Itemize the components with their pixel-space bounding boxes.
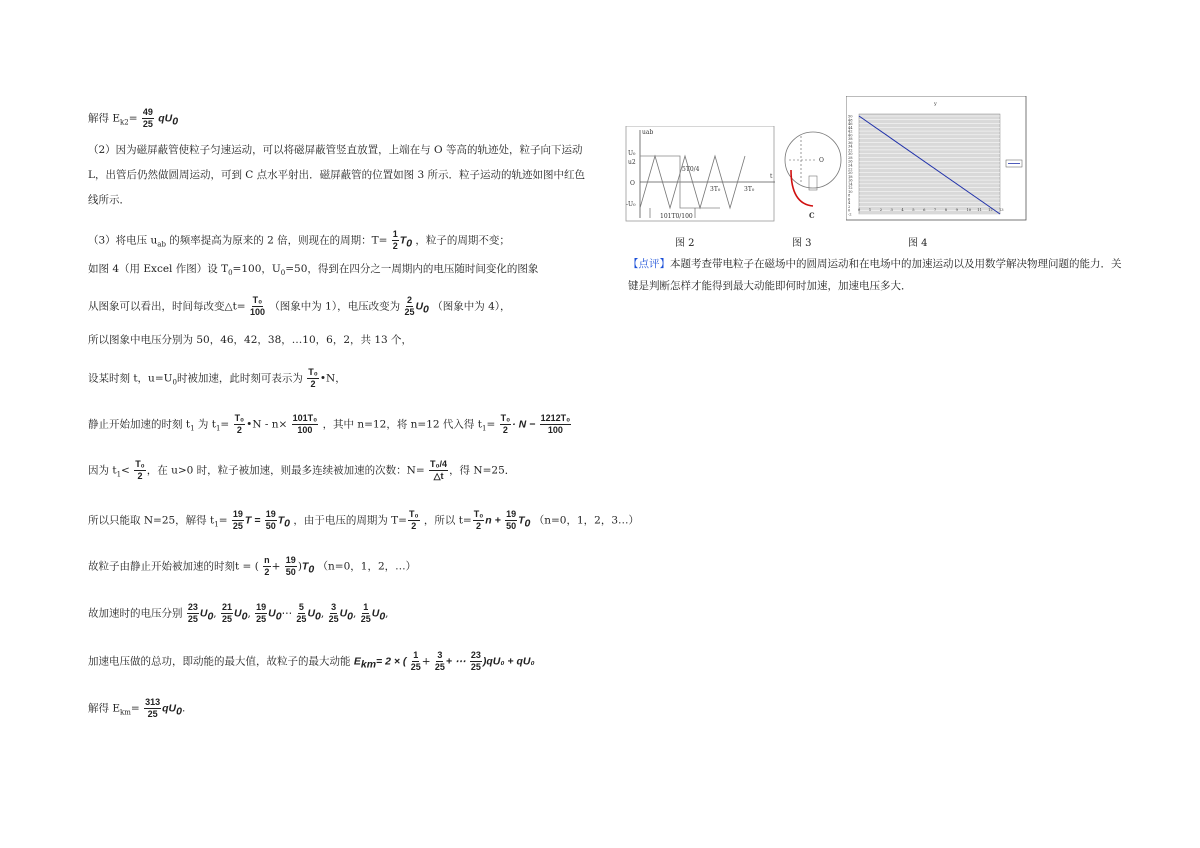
fig4-ytick: 16 bbox=[848, 178, 853, 183]
fig4-ytick: 36 bbox=[848, 140, 853, 145]
fig4-xtick: 2 bbox=[879, 208, 882, 212]
fig4-ytick: 30 bbox=[848, 152, 853, 157]
fig4-xtick: 12 bbox=[988, 208, 993, 212]
fig4-xtick: 5 bbox=[912, 208, 915, 212]
fig4-ytick: 0 bbox=[848, 208, 851, 213]
fig2-text: t bbox=[770, 173, 773, 180]
line-time-n: 设某时刻 t，$u=U_0$时被加速，此时刻可表示为 $\frac{\text{T₀}}{2}$ •N， bbox=[88, 367, 346, 389]
line-part3: （3）将电压 $u_{ab}$ 的频率提高为原来的 2 倍，则现在的周期：T= $\frac{1}{2}$ $T_0$ ，粒子的周期不变； bbox=[88, 229, 510, 251]
line-t1: 静止开始加速的时刻 $t_1$ 为 $t_1=$ $\frac{\text{T₀}}{2}$ •N - n× $\frac{\text{101T₀}}{100}$ ，其中 n=12，将 n=12 代入得 $t_1=$ $\frac{\text{T₀}}{2}$ · N − $\frac{\text{1212T₀}}{100}$ bbox=[88, 413, 571, 435]
fig4-ytick: 10 bbox=[848, 189, 853, 194]
fig4-ytick: 42 bbox=[848, 129, 853, 134]
figures-row bbox=[620, 96, 1040, 256]
fig4-ytick: 14 bbox=[848, 182, 853, 187]
review-note bbox=[628, 253, 1128, 297]
line-t-formula: 故粒子由静止开始被加速的时刻t = ( $\frac{n}{2}$ + $\frac{19}{50}$ )$T_0$ （n=0，1，2，…） bbox=[88, 555, 417, 577]
line-accel-voltages: 故加速时的电压分别 $\frac{23}{25}$ $U_0$, $\frac{21}{25}$ $U_0$, $\frac{19}{25}$ $U_0\cdots$ $\frac{5}{25}$ $U_0$, $\frac{3}{25}$ $U_0$, $\frac{1}{25}$ $U_0$, bbox=[88, 602, 389, 624]
line-excel: 如图 4（用 Excel 作图）设 $T_0=100$，$U_0=50$，得到在四分之一周期内的电压随时间变化的图象 bbox=[88, 263, 539, 278]
fig4-xtick: 13 bbox=[999, 208, 1004, 212]
fig2-text: U₀ bbox=[628, 150, 636, 157]
fig4-ytick: 8 bbox=[848, 193, 851, 198]
fig2-text: u2 bbox=[628, 159, 636, 166]
fig2-text: O bbox=[630, 180, 635, 187]
review-text: 本题考查带电粒子在磁场中的圆周运动和在电场中的加速运动以及用数学解决物理问题的能力．关键是判断怎样才能得到最大动能即何时加速，加速电压多大． bbox=[628, 258, 1122, 292]
figure-4-excel-chart bbox=[846, 96, 1028, 221]
fig4-xtick: 6 bbox=[923, 208, 926, 212]
svg-text:y: y bbox=[934, 101, 937, 107]
fig4-ytick: 4 bbox=[848, 201, 851, 206]
fig4-ytick: 24 bbox=[848, 163, 853, 168]
fig4-xtick: 9 bbox=[955, 208, 958, 212]
fig4-ytick: 22 bbox=[848, 167, 853, 172]
fig4-ytick: 18 bbox=[848, 174, 853, 179]
fig2-text: 5T0/4 bbox=[682, 166, 700, 173]
fig4-ytick: 44 bbox=[848, 125, 853, 130]
line-n25: 所以只能取 N=25，解得 $t_1=$ $\frac{19}{25}$ T = $\frac{19}{50}$ $T_0$ ，由于电压的周期为 T= $\frac{\text{T₀}}{2}$ ，所以 t= $\frac{\text{T₀}}{2}$ n + $\frac{19}{50}$ $T_0$ （n=0，1，2，3…） bbox=[88, 509, 640, 531]
fig4-xtick: 11 bbox=[977, 208, 982, 212]
figure-2-label: 图 2 bbox=[675, 238, 695, 249]
fig2-text: -U₀ bbox=[626, 201, 636, 208]
fig4-xtick: 8 bbox=[944, 208, 948, 212]
figure-2-waveform bbox=[620, 126, 780, 256]
fig4-xtick: 4 bbox=[901, 208, 904, 212]
review-tag: 【点评】 bbox=[628, 258, 670, 270]
line-delta-t: 从图象可以看出，时间每改变△t= $\frac{\text{T₀}}{100}$ （图象中为 1），电压改变为 $\frac{2}{25}$ $U_0$ （图象中为 4）， bbox=[88, 295, 511, 317]
fig2-text: 101T0/100 bbox=[660, 213, 693, 220]
fig4-ytick: 38 bbox=[848, 137, 853, 142]
fig4-xtick: 3 bbox=[890, 208, 893, 212]
fig4-ytick: 20 bbox=[848, 171, 853, 176]
fig3-text: C bbox=[809, 211, 815, 220]
fig4-xtick: 10 bbox=[966, 208, 972, 212]
fig4-ytick: 2 bbox=[848, 204, 851, 209]
fig4-ytick: 40 bbox=[848, 133, 853, 138]
fig4-ytick: 28 bbox=[848, 155, 853, 160]
fig2-text: uab bbox=[642, 129, 654, 136]
fig4-ytick: 46 bbox=[848, 122, 853, 127]
fig4-ytick: 48 bbox=[848, 118, 853, 123]
line-max-count: 因为 $t_1<$ $\frac{\text{T₀}}{2}$ ，在 u>0 时，粒子被加速，则最多连续被加速的次数：N= $\frac{\text{T₀/4}}{\triangle t}$ ，得 N=25． bbox=[88, 459, 516, 481]
fig4-ytick: 34 bbox=[848, 144, 853, 149]
fig3-text: O bbox=[819, 157, 824, 164]
fig4-ytick: 32 bbox=[848, 148, 853, 153]
fig4-xtick: 7 bbox=[933, 208, 937, 212]
figure-3-label: 图 3 bbox=[792, 238, 812, 249]
fig2-text: 3T₀ bbox=[744, 186, 755, 193]
line-ek2: 解得 $E_{k2}=$ $\frac{49}{25}$ $qU_0$ bbox=[88, 107, 179, 129]
fig4-ytick: -2 bbox=[848, 212, 852, 217]
line-ekm: 解得 $E_{km}=$ $\frac{313}{25}$ $qU_0$. bbox=[88, 697, 186, 719]
fig4-ytick: 26 bbox=[848, 159, 853, 164]
figure-4-label: 图 4 bbox=[908, 238, 928, 249]
fig4-xtick: 1 bbox=[868, 208, 872, 212]
line-voltages: 所以图象中电压分别为 50，46，42，38，…10，6，2，共 13 个， bbox=[88, 334, 413, 346]
fig4-ytick: 6 bbox=[848, 197, 851, 202]
paragraph-part2: （2）因为磁屏蔽管使粒子匀速运动，可以将磁屏蔽管竖直放置，上端在与 O 等高的轨迹处，粒子向下运动 L，出管后仍然做圆周运动，可到 C 点水平射出．磁屏蔽管的位置如图 3 所示．粒子运动的轨迹如图中红色线所示． bbox=[88, 144, 586, 206]
fig2-text: 3T₀ bbox=[710, 186, 721, 193]
line-total-work: 加速电压做的总功，即动能的最大值，故粒子的最大动能 $E_{km}= 2$ × ( $\frac{1}{25}$ + $\frac{3}{25}$ + ⋯ $\frac{23}{25}$ )qU₀ + qU₀ bbox=[88, 650, 535, 672]
fig4-ytick: 50 bbox=[848, 114, 853, 119]
figure-3-trajectory bbox=[783, 126, 843, 236]
fig4-ytick: 12 bbox=[848, 186, 853, 191]
fig4-xtick: 0 bbox=[858, 208, 861, 212]
